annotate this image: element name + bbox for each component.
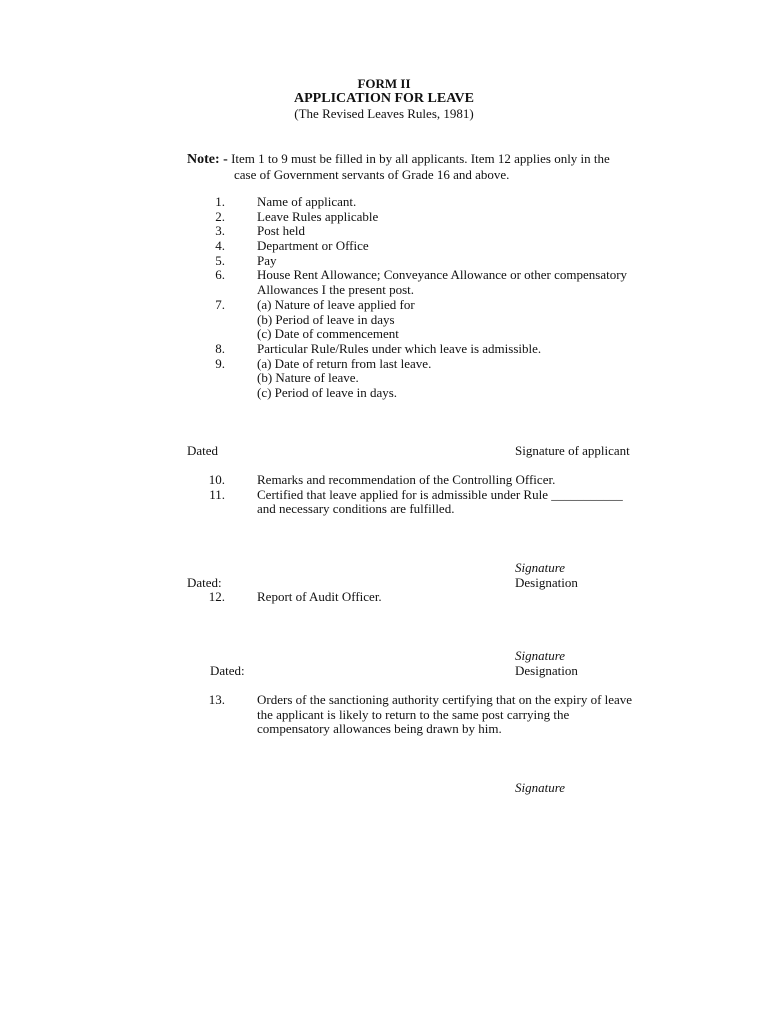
list-item bbox=[0, 297, 768, 312]
form-subtitle: (The Revised Leaves Rules, 1981) bbox=[294, 106, 474, 121]
form-title: APPLICATION FOR LEAVE bbox=[294, 91, 474, 106]
item-text: Leave Rules applicable bbox=[257, 208, 379, 224]
list-item bbox=[0, 267, 768, 282]
item-text: Allowances I the present post. bbox=[257, 282, 415, 298]
item-number: 1. bbox=[215, 194, 225, 209]
controlling-officer-designation-label: Designation bbox=[515, 575, 578, 590]
note-label: Note: - bbox=[187, 152, 228, 167]
item-number: 5. bbox=[215, 252, 225, 268]
item-text: Post held bbox=[257, 223, 306, 239]
items-list-1-9 bbox=[0, 194, 768, 400]
item-text: (c) Period of leave in days. bbox=[257, 384, 398, 400]
item-text: and necessary conditions are fulfilled. bbox=[257, 501, 455, 517]
form-number: FORM II bbox=[357, 76, 411, 91]
item-text: (c) Date of commencement bbox=[257, 326, 399, 342]
list-item bbox=[0, 721, 768, 736]
note-paragraph bbox=[187, 151, 717, 182]
list-item bbox=[0, 194, 768, 209]
items-list-10-11 bbox=[0, 472, 768, 516]
item-text: Report of Audit Officer. bbox=[257, 589, 382, 604]
item-text: Particular Rule/Rules under which leave is admissible. bbox=[257, 340, 542, 356]
item-text: the applicant is likely to return to the same post carrying the bbox=[257, 706, 570, 722]
sanctioning-authority-signature-label: Signature bbox=[515, 780, 566, 795]
list-item bbox=[0, 312, 768, 327]
list-item bbox=[0, 707, 768, 722]
item-text: (b) Period of leave in days bbox=[257, 311, 395, 327]
item-text: Pay bbox=[257, 252, 277, 268]
list-item bbox=[0, 385, 768, 400]
list-item bbox=[0, 223, 768, 238]
item-text: compensatory allowances being drawn by him. bbox=[257, 721, 502, 737]
list-item bbox=[0, 341, 768, 356]
item-text: Orders of the sanctioning authority certifying that on the expiry of leave bbox=[257, 692, 633, 707]
list-item bbox=[0, 253, 768, 268]
list-item bbox=[0, 209, 768, 224]
item-number: 13. bbox=[208, 692, 225, 707]
list-item bbox=[0, 501, 768, 516]
item-number: 11. bbox=[209, 486, 225, 502]
item-number: 3. bbox=[215, 223, 225, 239]
item-number: 7. bbox=[215, 296, 225, 312]
item-13 bbox=[0, 692, 768, 736]
item-text: Department or Office bbox=[257, 238, 369, 254]
list-item bbox=[0, 326, 768, 341]
applicant-dated-label: Dated bbox=[187, 443, 219, 458]
item-12 bbox=[0, 589, 768, 604]
list-item bbox=[0, 487, 768, 502]
item-number: 8. bbox=[215, 340, 225, 356]
item-number: 12. bbox=[208, 589, 225, 604]
list-item bbox=[0, 472, 768, 487]
item-text: Remarks and recommendation of the Controlling Officer. bbox=[257, 472, 556, 487]
list-item bbox=[0, 370, 768, 385]
item-text: (a) Date of return from last leave. bbox=[257, 355, 432, 371]
note-text-line1: Item 1 to 9 must be filled in by all applicants. Item 12 applies only in the bbox=[227, 151, 610, 166]
item-number: 6. bbox=[215, 267, 225, 283]
item-text: (a) Nature of leave applied for bbox=[257, 296, 415, 312]
item-text: Certified that leave applied for is admissible under Rule ___________ bbox=[257, 486, 623, 502]
applicant-signature-label: Signature of applicant bbox=[515, 443, 630, 458]
list-item bbox=[0, 238, 768, 253]
audit-officer-dated-label: Dated: bbox=[210, 663, 245, 678]
controlling-officer-dated-label: Dated: bbox=[187, 575, 222, 590]
controlling-officer-signature-label: Signature bbox=[515, 560, 566, 575]
list-item bbox=[0, 589, 768, 604]
item-number: 9. bbox=[215, 355, 225, 371]
item-text: Name of applicant. bbox=[257, 194, 357, 209]
audit-officer-designation-label: Designation bbox=[515, 663, 578, 678]
item-text: (b) Nature of leave. bbox=[257, 370, 359, 386]
item-number: 2. bbox=[215, 208, 225, 224]
note-text-line2: case of Government servants of Grade 16 and above. bbox=[234, 167, 510, 182]
list-item bbox=[0, 282, 768, 297]
audit-officer-signature-label: Signature bbox=[515, 648, 566, 663]
item-number: 4. bbox=[215, 238, 225, 254]
list-item bbox=[0, 692, 768, 707]
item-text: House Rent Allowance; Conveyance Allowance or other compensatory bbox=[257, 267, 628, 283]
list-item bbox=[0, 356, 768, 371]
item-number: 10. bbox=[208, 472, 225, 487]
